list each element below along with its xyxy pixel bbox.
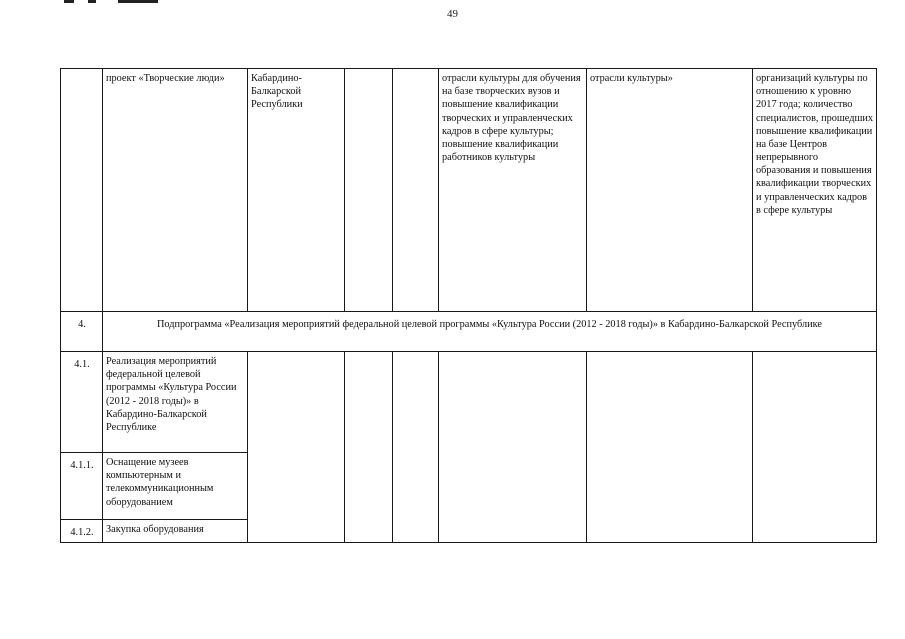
indicator-cell — [753, 352, 877, 543]
table-row — [61, 69, 877, 312]
activity-name-cell: Оснащение музеев компьютерным и телекоммуникационным оборудованием — [103, 453, 248, 520]
scan-artifact — [88, 0, 96, 3]
row-number-cell: 4.1. — [61, 352, 103, 453]
consequences-cell: отрасли культуры» — [587, 69, 753, 312]
executor-cell: Кабардино-Балкарской Республики — [248, 69, 345, 312]
row-number-cell: 4.1.2. — [61, 520, 103, 543]
consequences-cell — [587, 352, 753, 543]
executor-cell — [248, 352, 345, 543]
expected-result-cell — [439, 352, 587, 543]
row-number-cell: 4.1.1. — [61, 453, 103, 520]
empty-cell — [393, 69, 439, 312]
activity-name-cell: Закупка оборудования — [103, 520, 248, 543]
row-number-cell — [61, 69, 103, 312]
table-row — [61, 352, 877, 453]
activity-name-cell: Реализация мероприятий федеральной целевой программы «Культура России (2012 - 2018 годы)» в Кабардино-Балкарской Республике — [103, 352, 248, 453]
expected-result-cell: отрасли культуры для обучения на базе творческих вузов и повышение квалификации творческих и управленческих кадров в сфере культуры; повышение квалификации работников культуры — [439, 69, 587, 312]
indicator-cell: организаций культуры по отношению к уровню 2017 года; количество специалистов, прошедших повышение квалификации на базе Центров непрерывного образования и повышения квалификации творческих и управленческих кадров в сфере культуры — [753, 69, 877, 312]
empty-cell — [393, 352, 439, 543]
program-table — [60, 68, 877, 543]
scan-artifact — [64, 0, 74, 3]
activity-name-cell: проект «Творческие люди» — [103, 69, 248, 312]
empty-cell — [345, 352, 393, 543]
empty-cell — [345, 69, 393, 312]
scan-artifact — [118, 0, 158, 3]
table-row — [61, 312, 877, 352]
page-number: 49 — [447, 8, 458, 20]
subprogram-title-cell: Подпрограмма «Реализация мероприятий федеральной целевой программы «Культура России (2012 - 2018 годы)» в Кабардино-Балкарской Республике — [103, 312, 877, 352]
row-number-cell: 4. — [61, 312, 103, 352]
